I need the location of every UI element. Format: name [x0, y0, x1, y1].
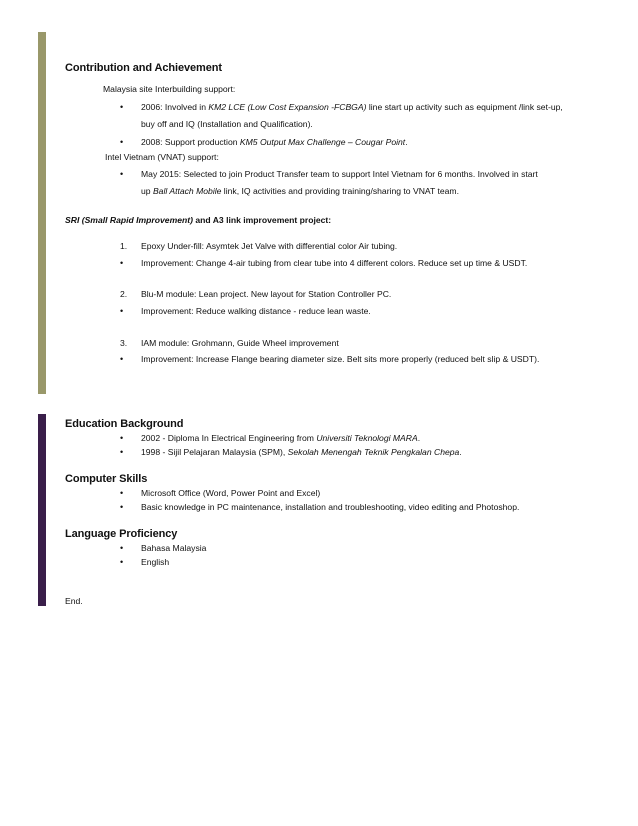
bullet-icon: •	[120, 102, 124, 112]
malaysia-support-label: Malaysia site Interbuilding support:	[103, 84, 236, 94]
project-improvement: Improvement: Change 4-air tubing from clear tube into 4 different colors. Reduce set up time & USDT.	[141, 258, 528, 268]
skills-item: Microsoft Office (Word, Power Point and Excel)	[141, 488, 321, 498]
contribution-heading: Contribution and Achievement	[65, 62, 222, 74]
bullet-icon: •	[120, 169, 124, 179]
vietnam-support-label: Intel Vietnam (VNAT) support:	[105, 152, 219, 162]
contribution-item-2008: 2008: Support production KM5 Output Max Challenge – Cougar Point.	[141, 137, 408, 147]
language-item: English	[141, 557, 170, 567]
project-title: IAM module: Grohmann, Guide Wheel improvement	[141, 338, 339, 348]
education-item: 2002 - Diploma In Electrical Engineering from Universiti Teknologi MARA.	[141, 433, 421, 443]
bullet-icon: •	[120, 557, 124, 567]
project-number: 2.	[120, 289, 128, 299]
education-item: 1998 - Sijil Pelajaran Malaysia (SPM), Sekolah Menengah Teknik Pengkalan Chepa.	[141, 447, 462, 457]
bullet-icon: •	[120, 447, 124, 457]
project-improvement: Improvement: Reduce walking distance - reduce lean waste.	[141, 306, 371, 316]
bullet-icon: •	[120, 354, 124, 364]
contribution-item-2006: 2006: Involved in KM2 LCE (Low Cost Expansion -FCBGA) line start up activity such as equipment /link set-up,	[141, 102, 563, 112]
bullet-icon: •	[120, 258, 124, 268]
bullet-icon: •	[120, 306, 124, 316]
language-heading: Language Proficiency	[65, 528, 178, 540]
contribution-item-2015-cont: up Ball Attach Mobile link, IQ activities and providing training/sharing to VNAT team.	[141, 186, 459, 196]
olive-accent-bar	[38, 32, 46, 394]
language-item: Bahasa Malaysia	[141, 543, 207, 553]
bullet-icon: •	[120, 137, 124, 147]
bullet-icon: •	[120, 502, 124, 512]
project-improvement: Improvement: Increase Flange bearing diameter size. Belt sits more properly (reduced belt slip & USDT).	[141, 354, 540, 364]
skills-item: Basic knowledge in PC maintenance, installation and troubleshooting, video editing and Photoshop.	[141, 502, 520, 512]
bullet-icon: •	[120, 488, 124, 498]
bullet-icon: •	[120, 433, 124, 443]
contribution-item-2015: May 2015: Selected to join Product Transfer team to support Intel Vietnam for 6 months. Involved in start	[141, 169, 538, 179]
education-heading: Education Background	[65, 418, 184, 430]
end-text: End.	[65, 596, 83, 606]
project-title: Blu-M module: Lean project. New layout for Station Controller PC.	[141, 289, 392, 299]
project-title: Epoxy Under-fill: Asymtek Jet Valve with differential color Air tubing.	[141, 241, 398, 251]
skills-heading: Computer Skills	[65, 473, 148, 485]
contribution-item-2006-cont: buy off and IQ (Installation and Qualification).	[141, 119, 313, 129]
project-number: 1.	[120, 241, 128, 251]
sri-heading: SRI (Small Rapid Improvement) and A3 link improvement project:	[65, 215, 332, 225]
bullet-icon: •	[120, 543, 124, 553]
project-number: 3.	[120, 338, 128, 348]
purple-accent-bar	[38, 414, 46, 606]
